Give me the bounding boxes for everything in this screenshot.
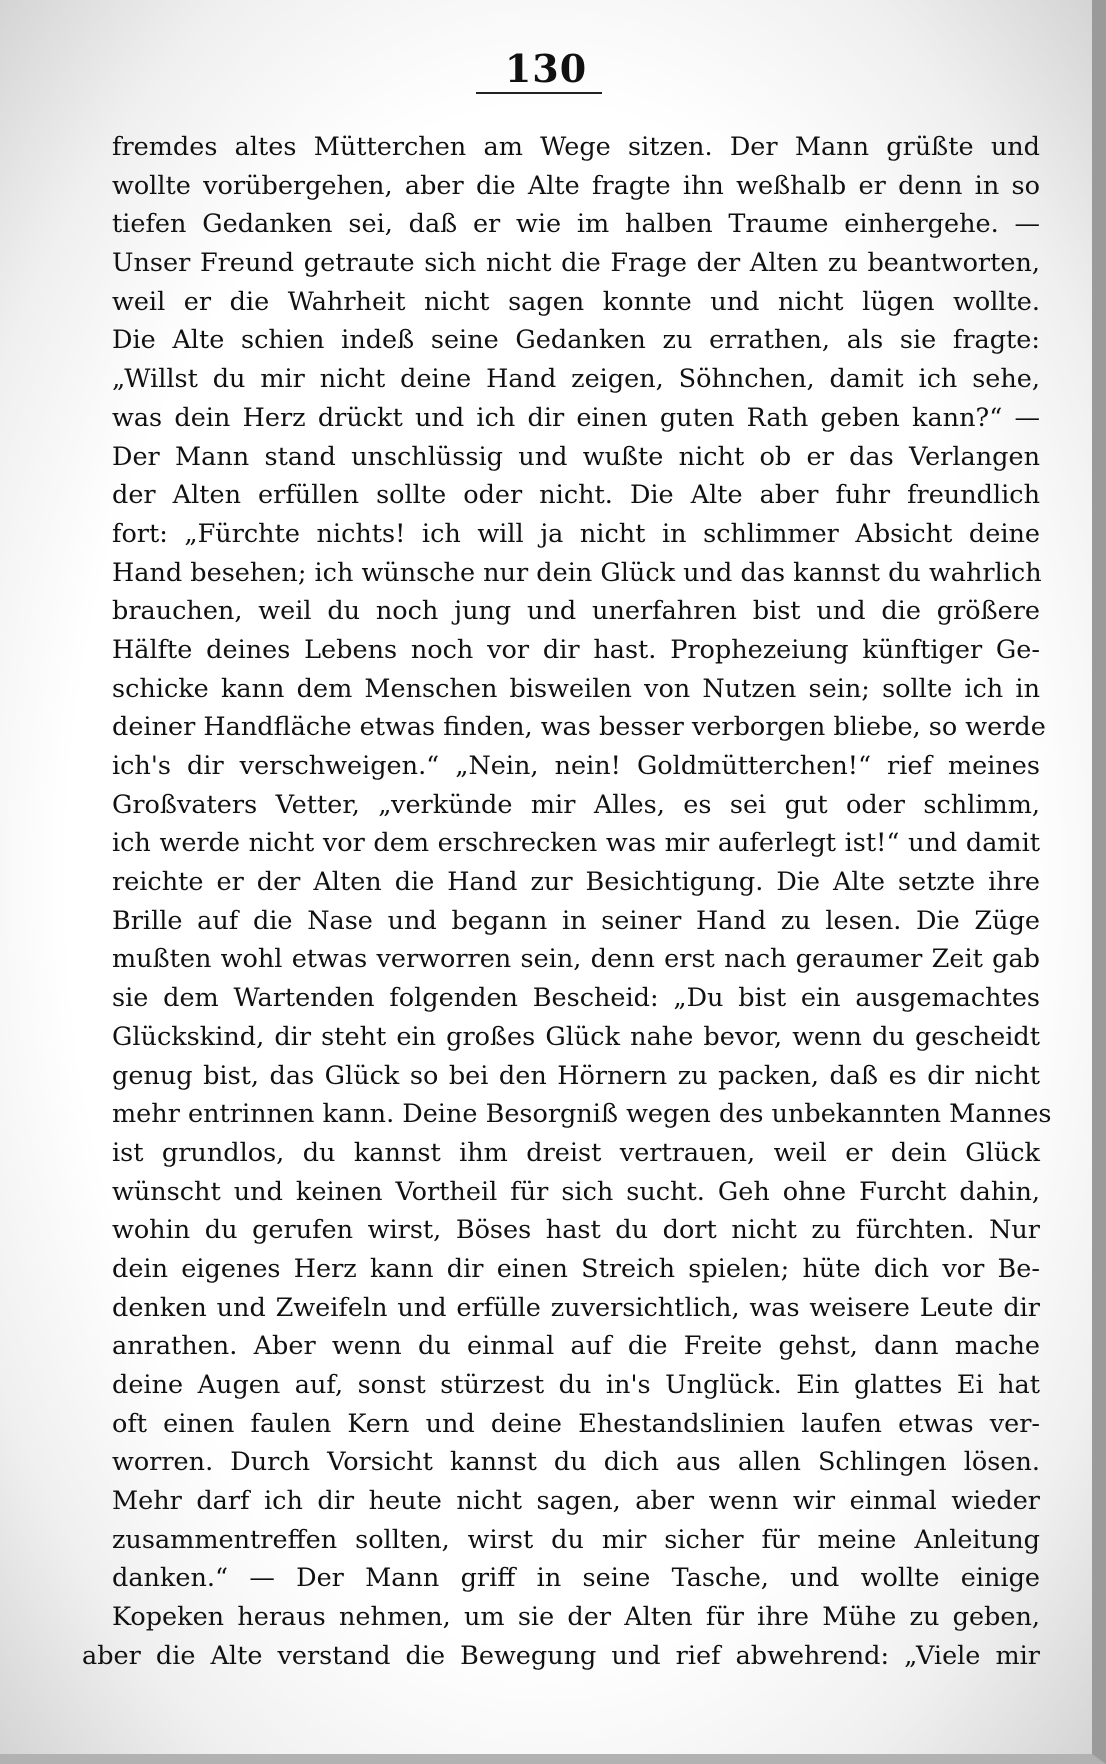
page-number: 130 bbox=[504, 46, 588, 91]
text-line: oft einen faulen Kern und deine Ehestandslinien laufen etwas ver- bbox=[112, 1408, 1040, 1439]
text-line: der Alten erfüllen sollte oder nicht. Die Alte aber fuhr freundlich bbox=[112, 480, 1040, 511]
text-body bbox=[82, 128, 1052, 1676]
text-line: wohin du gerufen wirst, Böses hast du dort nicht zu fürchten. Nur bbox=[112, 1215, 1040, 1246]
page-number-rule bbox=[476, 92, 602, 94]
text-line: brauchen, weil du noch jung und unerfahren bist und die größere bbox=[112, 596, 1040, 627]
text-line: ich werde nicht vor dem erschrecken was mir auferlegt ist!“ und damit bbox=[112, 828, 1040, 859]
text-line: tiefen Gedanken sei, daß er wie im halben Traume einhergehe. — bbox=[112, 209, 1040, 240]
text-line: fremdes altes Mütterchen am Wege sitzen. Der Mann grüßte und bbox=[112, 132, 1040, 162]
text-line: weil er die Wahrheit nicht sagen konnte und nicht lügen wollte. bbox=[112, 286, 1040, 317]
text-line: Unser Freund getraute sich nicht die Frage der Alten zu beantworten, bbox=[112, 248, 1040, 279]
text-line: Mehr darf ich dir heute nicht sagen, aber wenn wir einmal wieder bbox=[112, 1486, 1040, 1517]
text-line: denken und Zweifeln und erfülle zuversichtlich, was weisere Leute dir bbox=[112, 1292, 1040, 1323]
text-line: genug bist, das Glück so bei den Hörnern zu packen, daß es dir nicht bbox=[112, 1060, 1040, 1091]
text-line: ist grundlos, du kannst ihm dreist vertrauen, weil er dein Glück bbox=[112, 1137, 1040, 1168]
text-line: schicke kann dem Menschen bisweilen von Nutzen sein; sollte ich in bbox=[112, 673, 1040, 704]
text-line: „Willst du mir nicht deine Hand zeigen, Söhnchen, damit ich sehe, bbox=[112, 364, 1040, 395]
text-line: deine Augen auf, sonst stürzest du in's Unglück. Ein glattes Ei hat bbox=[112, 1370, 1040, 1400]
text-line: anrathen. Aber wenn du einmal auf die Freite gehst, dann mache bbox=[112, 1331, 1040, 1362]
text-line: aber die Alte verstand die Bewegung und rief abwehrend: „Viele mir bbox=[82, 1640, 1040, 1671]
text-line: Die Alte schien indeß seine Gedanken zu errathen, als sie fragte: bbox=[112, 325, 1040, 356]
text-line: sie dem Wartenden folgenden Bescheid: „Du bist ein ausgemachtes bbox=[112, 983, 1040, 1014]
text-line: was dein Herz drückt und ich dir einen guten Rath geben kann?“ — bbox=[112, 402, 1040, 433]
text-line: zusammentreffen sollten, wirst du mir sicher für meine Anleitung bbox=[112, 1524, 1040, 1555]
text-line: mußten wohl etwas verworren sein, denn erst nach geraumer Zeit gab bbox=[112, 944, 1040, 975]
text-line: Hälfte deines Lebens noch vor dir hast. Prophezeiung künftiger Ge- bbox=[112, 634, 1040, 665]
text-line: fort: „Fürchte nichts! ich will ja nicht in schlimmer Absicht deine bbox=[112, 518, 1040, 549]
text-line: Der Mann stand unschlüssig und wußte nicht ob er das Verlangen bbox=[112, 441, 1040, 472]
text-line: danken.“ — Der Mann griff in seine Tasche, und wollte einige bbox=[112, 1563, 1040, 1594]
text-line: Großvaters Vetter, „verkünde mir Alles, es sei gut oder schlimm, bbox=[112, 789, 1040, 820]
text-line: Kopeken heraus nehmen, um sie der Alten für ihre Mühe zu geben, bbox=[112, 1602, 1040, 1633]
text-line: dein eigenes Herz kann dir einen Streich spielen; hüte dich vor Be- bbox=[112, 1253, 1040, 1284]
text-line: worren. Durch Vorsicht kannst du dich aus allen Schlingen lösen. bbox=[112, 1447, 1040, 1478]
text-line: Glückskind, dir steht ein großes Glück nahe bevor, wenn du gescheidt bbox=[112, 1021, 1040, 1052]
text-line: Hand besehen; ich wünsche nur dein Glück und das kannst du wahrlich bbox=[112, 557, 1042, 588]
text-line: ich's dir verschweigen.“ „Nein, nein! Goldmütterchen!“ rief meines bbox=[112, 751, 1040, 781]
text-line: reichte er der Alten die Hand zur Besichtigung. Die Alte setzte ihre bbox=[112, 867, 1040, 898]
text-line: mehr entrinnen kann. Deine Besorgniß wegen des unbekannten Mannes bbox=[112, 1099, 1052, 1130]
text-line: wünscht und keinen Vortheil für sich sucht. Geh ohne Furcht dahin, bbox=[112, 1176, 1040, 1207]
text-line: wollte vorübergehen, aber die Alte fragte ihn weßhalb er denn in so bbox=[112, 170, 1040, 201]
text-line: Brille auf die Nase und begann in seiner Hand zu lesen. Die Züge bbox=[112, 905, 1040, 936]
text-line: deiner Handfläche etwas finden, was besser verborgen bliebe, so werde bbox=[112, 712, 1046, 743]
